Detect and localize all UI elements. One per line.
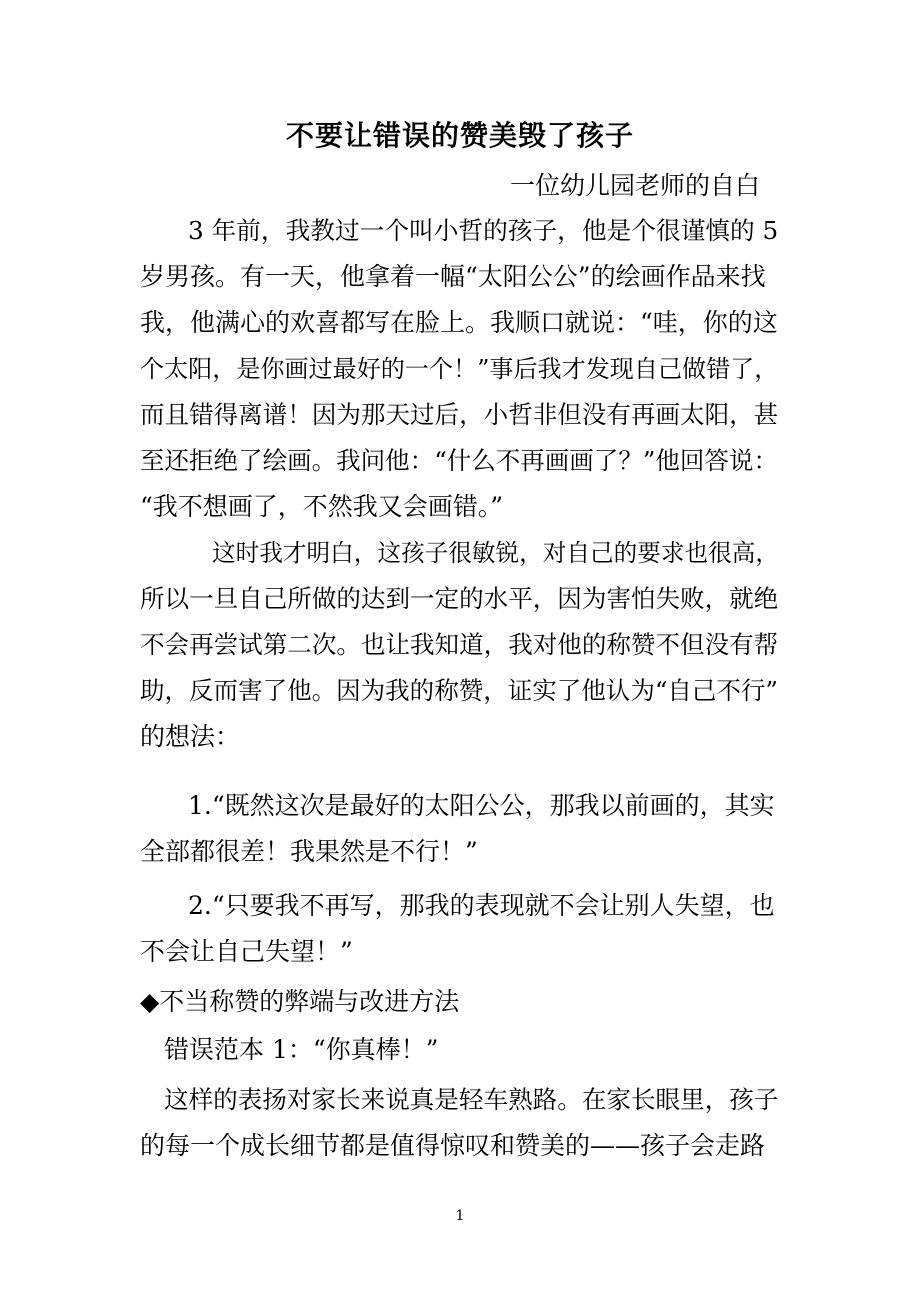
- text-line: 助，反而害了他。因为我的称赞，证实了他认为“自己不行”: [140, 676, 778, 705]
- text-line: 至还拒绝了绘画。我问他：“什么不再画画了？”他回答说：: [140, 446, 778, 475]
- text-line: 岁男孩。有一天，他拿着一幅“太阳公公”的绘画作品来找: [140, 262, 766, 291]
- page-subtitle: 一位幼儿园老师的自白: [510, 171, 761, 200]
- text-line: 3 年前，我教过一个叫小哲的孩子，他是个很谨慎的 5: [188, 216, 779, 245]
- text-line: 我，他满心的欢喜都写在脸上。我顺口就说：“哇，你的这: [140, 308, 778, 337]
- text-line: 全部都很差！我果然是不行！”: [140, 837, 478, 866]
- page-title: 不要让错误的赞美毁了孩子: [285, 119, 634, 152]
- text-line: 不会再尝试第二次。也让我知道，我对他的称赞不但没有帮: [140, 630, 779, 659]
- page-number: 1: [455, 1208, 465, 1224]
- text-line: 个太阳，是你画过最好的一个！”事后我才发现自己做错了，: [140, 355, 779, 383]
- text-line: 这时我才明白，这孩子很敏锐，对自己的要求也很高，: [212, 539, 779, 567]
- list-item-2: 2.“只要我不再写，那我的表现就不会让别人失望，也: [188, 891, 775, 920]
- text-line: 不会让自己失望！”: [140, 937, 353, 966]
- example-heading: 错误范本 1：“你真棒！”: [164, 1035, 439, 1064]
- text-line: 而且错得离谱！因为那天过后，小哲非但没有再画太阳，甚: [140, 400, 779, 429]
- text-line: 的想法：: [140, 722, 241, 751]
- section-heading: ◆不当称赞的弊端与改进方法: [140, 987, 460, 1016]
- text-line: 这样的表扬对家长来说真是轻车熟路。在家长眼里，孩子: [164, 1085, 779, 1114]
- text-line: “我不想画了，不然我又会画错。”: [140, 492, 504, 521]
- text-line: 所以一旦自己所做的达到一定的水平，因为害怕失败，就绝: [140, 584, 779, 613]
- text-line: 的每一个成长细节都是值得惊叹和赞美的——孩子会走路: [140, 1131, 766, 1160]
- list-item-1: 1.“既然这次是最好的太阳公公，那我以前画的，其实: [188, 791, 775, 820]
